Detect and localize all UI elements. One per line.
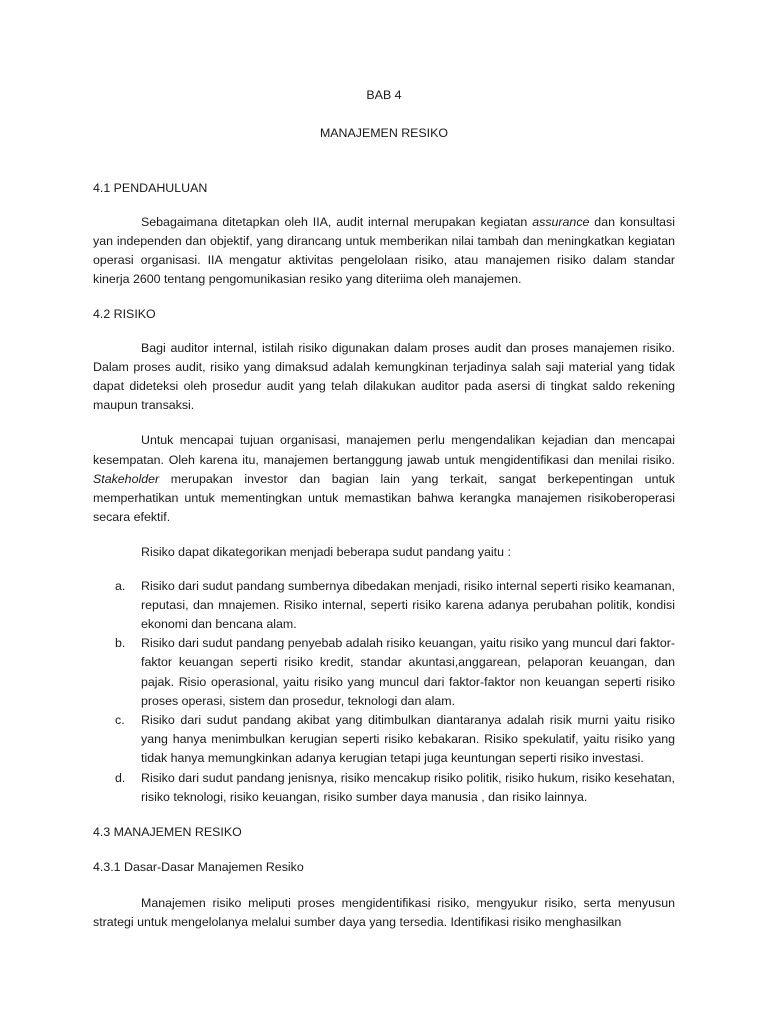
paragraph-text: dan konsultasi yan independen dan objektif, yang dirancang untuk memberikan nilai tambah dan meningkatkan kegiatan operasi organisasi. IIA mengatur aktivitas pengelolaan risiko, atau manajemen risiko dalam standar kinerja 2600 tentang pengomunikasian resiko yang diteriima oleh manajemen. — [93, 214, 675, 287]
chapter-title: MANAJEMEN RESIKO — [319, 126, 449, 141]
list-item-text: Risiko dari sudut pandang sumbernya dibedakan menjadi, risiko internal seperti risiko keamanan, reputasi, dan mnajemen. Risiko internal, seperti risiko karena adanya perubahan politik, kondisi ekonomi dan bencana alam. — [141, 578, 675, 632]
list-item-text: Risiko dari sudut pandang penyebab adalah risiko keuangan, yaitu risiko yang muncul dari faktor-faktor keuangan seperti risiko kredit, standar akuntasi,anggarean, pelaporan keuangan, dan pajak. Risio operasional, yaitu risiko yang muncul dari faktor-faktor non keuangan seperti risiko proses operasi, sistem dan prosedur, teknologi dan alam. — [141, 636, 675, 708]
paragraph-text: Untuk mencapai tujuan organisasi, manajemen perlu mengendalikan kejadian dan mencapai kesempatan. Oleh karena itu, manajemen bertanggung jawab untuk mengidentifikasi dan menilai risiko. — [93, 433, 675, 467]
section-heading-4-3: 4.3 MANAJEMEN RESIKO — [93, 825, 242, 840]
risk-category-list — [93, 577, 675, 807]
paragraph-text: Sebagaimana ditetapkan oleh IIA, audit internal merupakan kegiatan — [141, 214, 533, 229]
paragraph-4-3-1: Manajemen risiko meliputi proses mengidentifikasi risiko, mengyukur risiko, serta menyusun strategi untuk mengelolanya melalui sumber daya yang tersedia. Identifikasi risiko menghasilkan — [93, 895, 675, 929]
list-item — [93, 769, 675, 807]
section-heading-4-1: 4.1 PENDAHULUAN — [93, 181, 208, 196]
section-heading-4-2: 4.2 RISIKO — [93, 307, 156, 322]
list-item — [93, 634, 675, 711]
list-item — [93, 711, 675, 769]
list-marker: c. — [115, 713, 125, 728]
paragraph-text: merupakan investor dan bagian lain yang terkait, sangat berkepentingan untuk memperhatikan untuk mementingkan untuk memastikan bahwa kerangka manajemen risikoberoperasi secara efektif. — [93, 471, 675, 525]
list-marker: b. — [115, 636, 126, 651]
list-item-text: Risiko dari sudut pandang akibat yang ditimbulkan diantaranya adalah risik murni yaitu risiko yang hanya menimbulkan kerugian seperti risiko kebakaran. Risiko spekulatif, yaitu risiko yang tidak hanya memungkinkan adanya kerugian tetapi juga keuntungan seperti risiko investasi. — [141, 713, 675, 766]
paragraph-4-1 — [93, 213, 675, 290]
list-item — [93, 577, 675, 635]
paragraph-4-2-1: Bagi auditor internal, istilah risiko digunakan dalam proses audit dan proses manajemen risiko. Dalam proses audit, risiko yang dimaksud adalah kemungkinan terjadinya salah saji material yang tidak dapat dideteksi oleh prosedur audit yang telah dilakukan auditor pada asersi di tingkat saldo rekening maupun transaksi. — [93, 340, 675, 413]
emphasis-text: Stakeholder — [93, 471, 160, 486]
paragraph-4-2-2 — [93, 431, 675, 527]
list-item-text: Risiko dari sudut pandang jenisnya, risiko mencakup risiko politik, risiko hukum, risiko kesehatan, risiko teknologi, risiko keuangan, risiko sumber daya manusia , dan risiko lainnya. — [141, 770, 675, 804]
document-body — [93, 86, 675, 932]
chapter-number: BAB 4 — [366, 88, 402, 102]
emphasis-text: assurance — [532, 214, 590, 229]
list-marker: a. — [115, 578, 126, 593]
subsection-heading-4-3-1: 4.3.1 Dasar-Dasar Manajemen Resiko — [93, 860, 304, 875]
list-marker: d. — [115, 770, 126, 785]
paragraph-4-2-3: Risiko dapat dikategorikan menjadi beberapa sudut pandang yaitu : — [141, 545, 511, 560]
